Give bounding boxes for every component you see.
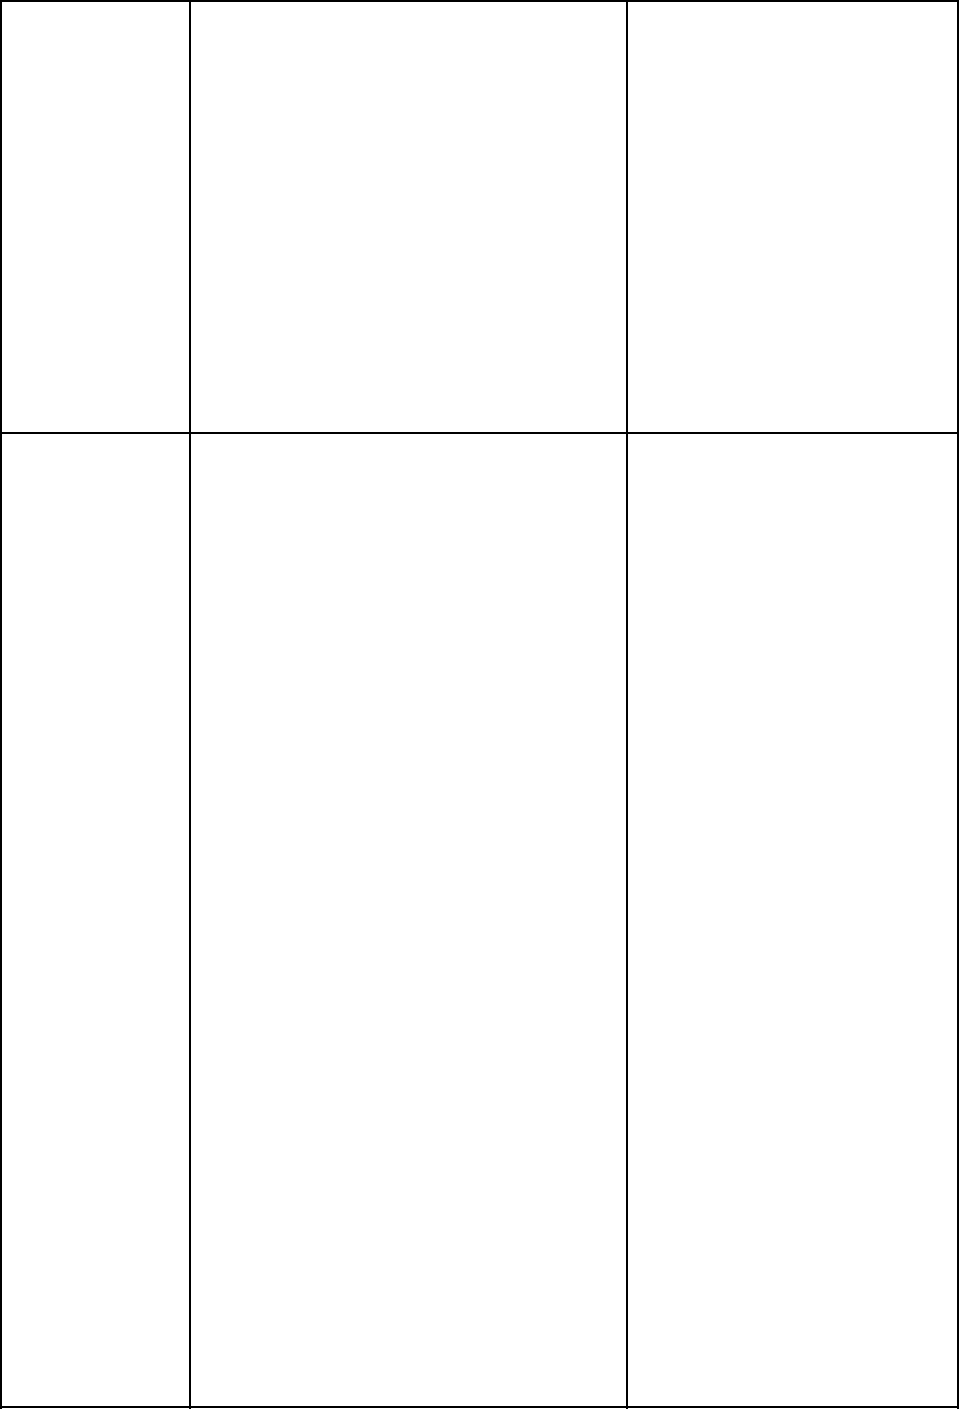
table-border-col1 (189, 0, 191, 1409)
table-border-top (0, 0, 959, 2)
table-border-bottom (0, 1406, 959, 1408)
table-border-left (0, 0, 2, 1409)
table-row-divider (0, 432, 959, 434)
table-border-right (957, 0, 959, 1409)
table-border-col2 (626, 0, 628, 1409)
